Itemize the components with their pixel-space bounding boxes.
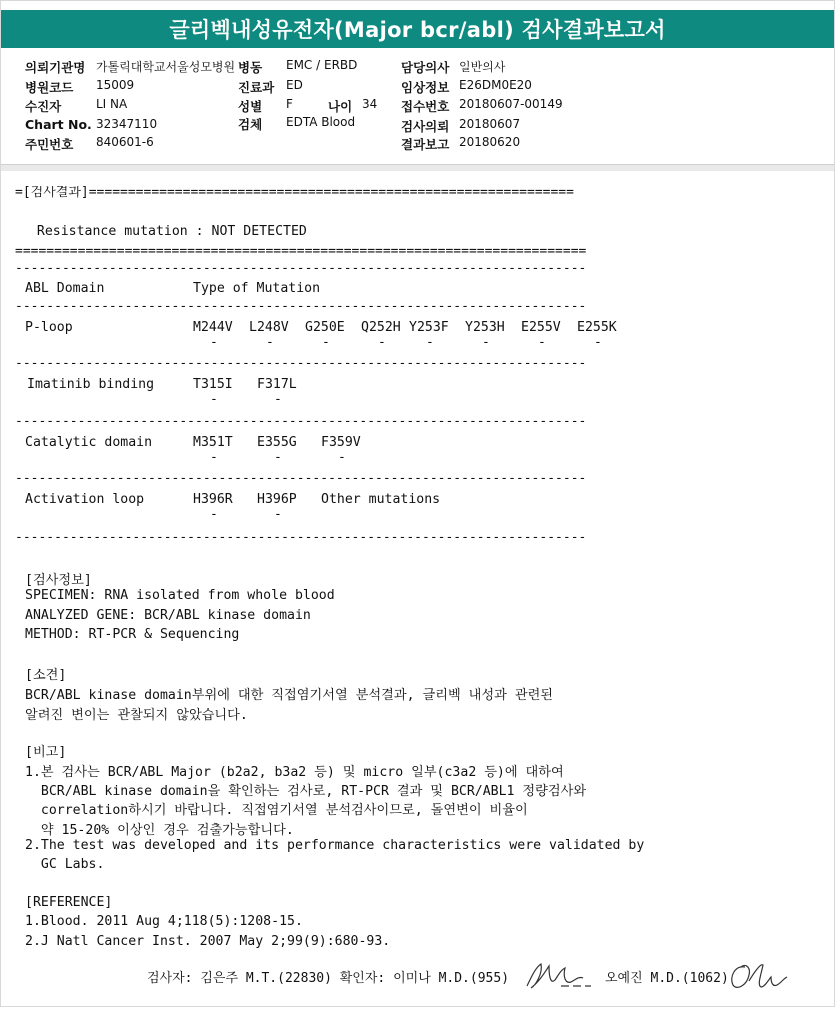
mutation-result-dash: - (274, 392, 282, 407)
mutation-label: H396R (193, 492, 233, 507)
mutation-label: F317L (257, 377, 297, 392)
sex-label: 성별 (238, 99, 263, 114)
mutation-result-dash: - (210, 450, 218, 465)
catalytic-domain-label: Catalytic domain (25, 435, 153, 450)
mutation-result-dash: - (274, 450, 282, 465)
remarks-line-4: 약 15-20% 이상인 경우 검출가능합니다. (25, 823, 294, 838)
mutation-result-dash: - (482, 335, 490, 350)
col-header-domain: ABL Domain (25, 281, 105, 296)
resistance-mutation-text: Resistance mutation : NOT DETECTED (21, 224, 307, 239)
mutation-label: G250E (305, 320, 345, 335)
mutation-result-dash: - (274, 507, 282, 522)
mutation-result-dash: - (210, 392, 218, 407)
remarks-line-3: correlation하시기 바랍니다. 직접염기서열 분석검사이므로, 돌연변이 비율이 (25, 803, 528, 818)
ploop-label: P-loop (25, 320, 73, 335)
mutation-result-dash: - (266, 335, 274, 350)
opinion-line-1: BCR/ABL kinase domain부위에 대한 직접염기서열 분석결과, 글리벡 내성과 관련된 (25, 688, 554, 703)
remarks-line-6: GC Labs. (25, 857, 105, 872)
institution-value: 가톨릭대학교서울성모병원 (96, 60, 236, 74)
mutation-result-dash: - (338, 450, 346, 465)
imatinib-binding-label: Imatinib binding (27, 377, 155, 392)
double-rule: ========================================================================= (15, 245, 587, 258)
sex-value: F (286, 97, 293, 111)
report-date-value: 20180620 (459, 135, 521, 149)
specimen-value: EDTA Blood (286, 115, 356, 129)
mutation-label: M351T (193, 435, 233, 450)
activation-loop-label: Activation loop (25, 492, 145, 507)
mutation-label: H396P (257, 492, 297, 507)
remarks-line-1: 1.본 검사는 BCR/ABL Major (b2a2, b3a2 등) 및 micro 일부(c3a2 등)에 대하여 (25, 765, 564, 780)
opinion-header: [소견] (25, 668, 67, 683)
signature-image (727, 957, 789, 995)
mutation-result-dash: - (322, 335, 330, 350)
patient-value: LI NA (96, 97, 128, 111)
mutation-label: T315I (193, 377, 233, 392)
mutation-result-dash: - (538, 335, 546, 350)
mutation-label: Q252H (361, 320, 401, 335)
signers-line: 검사자: 김은주 M.T.(22830) 확인자: 이미나 M.D.(955) (147, 971, 510, 986)
ward-label: 병동 (238, 60, 263, 75)
mutation-label: L248V (249, 320, 289, 335)
receipt-value: 20180607-00149 (459, 97, 563, 111)
institution-label: 의뢰기관명 (25, 60, 86, 75)
info-specimen: SPECIMEN: RNA isolated from whole blood (25, 588, 335, 603)
clinical-info-value: E26DM0E20 (459, 78, 532, 92)
ward-value: EMC / ERBD (286, 58, 358, 72)
single-rule: ------------------------------------------------------------------------- (15, 531, 587, 544)
clinical-info-label: 임상정보 (401, 80, 450, 95)
info-method: METHOD: RT-PCR & Sequencing (25, 627, 240, 642)
mutation-label: M244V (193, 320, 233, 335)
hospital-code-label: 병원코드 (25, 80, 74, 95)
mutation-result-dash: - (378, 335, 386, 350)
remarks-header: [비고] (25, 745, 67, 760)
chart-no-label: Chart No. (25, 117, 92, 132)
mutation-result-dash: - (210, 335, 218, 350)
doctor-value: 일반의사 (459, 60, 506, 74)
opinion-line-2: 알려진 변이는 관찰되지 않았습니다. (25, 708, 248, 723)
report-date-label: 결과보고 (401, 137, 450, 152)
result-section-header: =[검사결과]============================================================== (15, 186, 574, 199)
mutation-result-dash: - (210, 507, 218, 522)
age-value: 34 (362, 97, 378, 111)
second-signer: 오예진 M.D.(1062) (605, 971, 729, 986)
specimen-label: 검체 (238, 117, 263, 132)
header-divider (1, 164, 834, 171)
single-rule: ------------------------------------------------------------------------- (15, 415, 587, 428)
doctor-label: 담당의사 (401, 60, 450, 75)
reference-line-1: 1.Blood. 2011 Aug 4;118(5):1208-15. (25, 914, 303, 929)
mutation-result-dash: - (426, 335, 434, 350)
signature-image (521, 956, 595, 994)
mutation-result-dash: - (594, 335, 602, 350)
patient-label: 수진자 (25, 99, 62, 114)
other-mutations-label: Other mutations (321, 492, 441, 507)
request-date-value: 20180607 (459, 117, 521, 131)
col-header-type: Type of Mutation (193, 281, 321, 296)
mutation-label: E255V (521, 320, 561, 335)
reference-line-2: 2.J Natl Cancer Inst. 2007 May 2;99(9):680-93. (25, 934, 391, 949)
single-rule: ------------------------------------------------------------------------- (15, 357, 587, 370)
receipt-label: 접수번호 (401, 99, 450, 114)
id-number-label: 주민번호 (25, 137, 74, 152)
remarks-line-2: BCR/ABL kinase domain을 확인하는 검사로, RT-PCR 결과 및 BCR/ABL1 정량검사와 (25, 784, 587, 799)
info-header: [검사정보] (25, 573, 92, 588)
mutation-label: Y253F (409, 320, 449, 335)
report-title: 글리벡내성유전자(Major bcr/abl) 검사결과보고서 (1, 10, 834, 48)
mutation-label: E255K (577, 320, 617, 335)
mutation-label: F359V (321, 435, 361, 450)
hospital-code-value: 15009 (96, 78, 135, 92)
mutation-label: E355G (257, 435, 297, 450)
info-gene: ANALYZED GENE: BCR/ABL kinase domain (25, 608, 311, 623)
dept-label: 진료과 (238, 80, 275, 95)
single-rule: ------------------------------------------------------------------------- (15, 262, 587, 275)
mutation-label: Y253H (465, 320, 505, 335)
chart-no-value: 32347110 (96, 117, 158, 131)
id-number-value: 840601-6 (96, 135, 154, 149)
single-rule: ------------------------------------------------------------------------- (15, 472, 587, 485)
remarks-line-5: 2.The test was developed and its performance characteristics were validated by (25, 838, 645, 853)
age-label: 나이 (328, 99, 353, 114)
dept-value: ED (286, 78, 303, 92)
reference-header: [REFERENCE] (25, 895, 113, 910)
request-date-label: 검사의뢰 (401, 119, 450, 134)
single-rule: ------------------------------------------------------------------------- (15, 300, 587, 313)
